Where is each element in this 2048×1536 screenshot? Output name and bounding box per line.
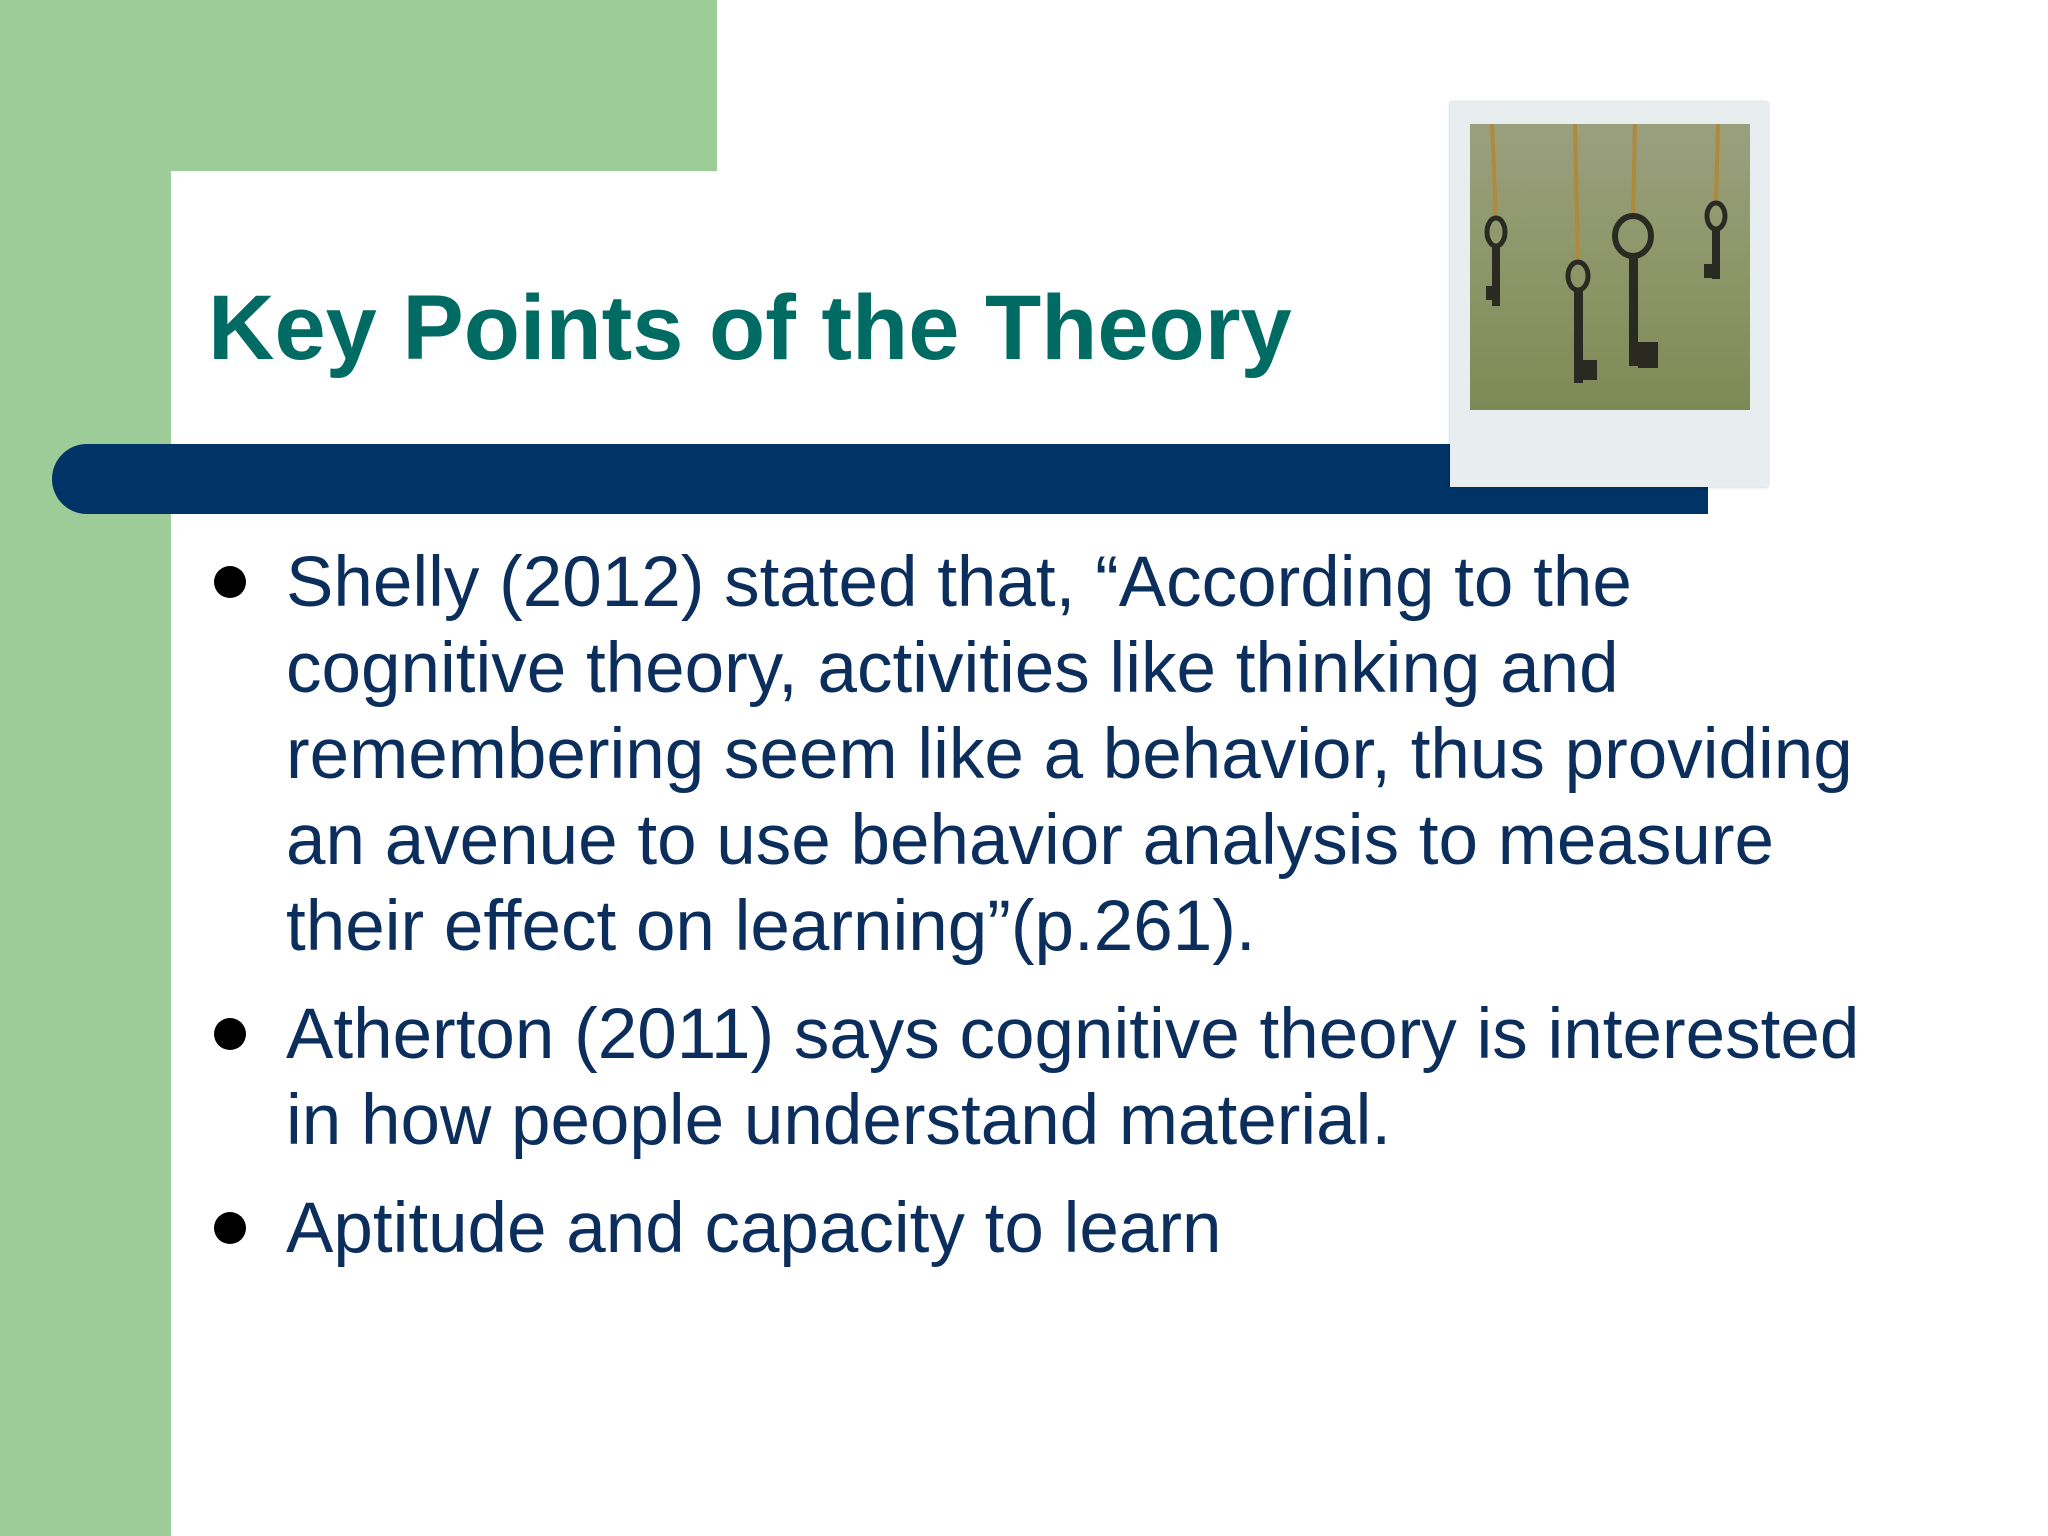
bullet-text: Aptitude and capacity to learn [286, 1189, 1222, 1268]
slide-title: Key Points of the Theory [208, 277, 1292, 379]
bullet-dot-icon [214, 566, 246, 598]
bullet-item [210, 540, 1890, 970]
bullet-text: Atherton (2011) says cognitive theory is interested in how people understand material. [286, 995, 1860, 1160]
keys-illustration [1470, 124, 1750, 410]
bullet-dot-icon [214, 1212, 246, 1244]
bullet-item [210, 992, 1890, 1164]
green-top-band [0, 0, 717, 171]
keys-photo-frame [1450, 102, 1768, 487]
green-side-band [0, 0, 171, 1536]
bullet-text: Shelly (2012) stated that, “According to the cognitive theory, activities like thinking and remembering seem like a behavior, thus providing an avenue to use behavior analysis to measure their effect on learning”(p.261). [286, 543, 1853, 966]
hanging-keys-photo [1470, 124, 1750, 410]
rounded-content-corner [171, 171, 291, 291]
bullet-dot-icon [214, 1018, 246, 1050]
bullet-item [210, 1186, 1890, 1272]
bullet-list [210, 540, 1890, 1294]
